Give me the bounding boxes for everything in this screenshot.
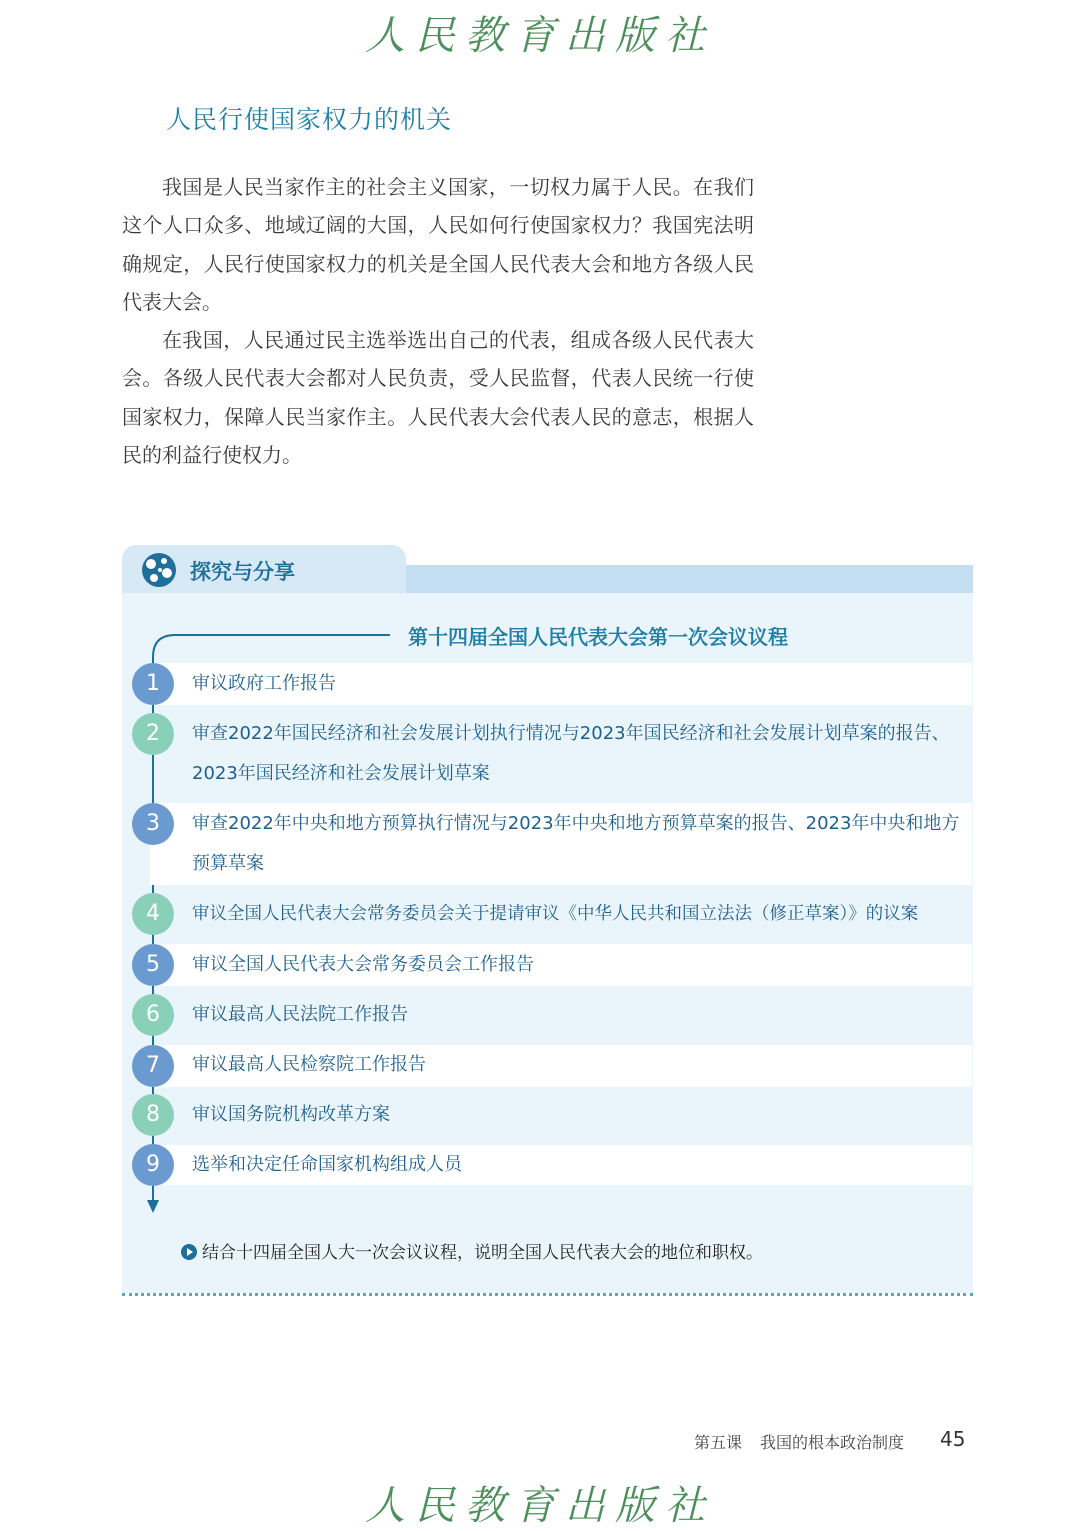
footer-lesson-number: 第五课	[694, 1433, 743, 1452]
agenda-item-1: 审议政府工作报告	[192, 673, 336, 694]
agenda-number-6: 6	[132, 994, 174, 1036]
agenda-item-9: 选举和决定任命国家机构组成人员	[192, 1154, 462, 1175]
agenda-number-8: 8	[132, 1094, 174, 1136]
page-number: 45	[940, 1427, 966, 1451]
panel-dotted-border	[122, 1293, 973, 1296]
agenda-item-3: 审查2022年中央和地方预算执行情况与2023年中央和地方预算草案的报告、2023年中央和地方预算草案	[192, 813, 960, 874]
agenda-number-7: 7	[132, 1045, 174, 1087]
footer-lesson-title: 我国的根本政治制度	[760, 1433, 905, 1452]
agenda-number-3: 3	[132, 803, 174, 845]
paragraph-1: 我国是人民当家作主的社会主义国家，一切权力属于人民。在我们这个人口众多、地域辽阔的大国，人民如何行使国家权力？我国宪法明确规定，人民行使国家权力的机关是全国人民代表大会和地方各级人民代表大会。	[122, 175, 754, 314]
agenda-item-8: 审议国务院机构改革方案	[192, 1104, 390, 1125]
agenda-item-2: 审查2022年国民经济和社会发展计划执行情况与2023年国民经济和社会发展计划草案的报告、2023年国民经济和社会发展计划草案	[192, 723, 950, 784]
agenda-number-4: 4	[132, 893, 174, 935]
agenda-number-2: 2	[132, 713, 174, 755]
footer-lesson	[694, 1430, 922, 1453]
agenda-item-7: 审议最高人民检察院工作报告	[192, 1054, 426, 1075]
paragraph-2: 在我国，人民通过民主选举选出自己的代表，组成各级人民代表大会。各级人民代表大会都对人民负责，受人民监督，代表人民统一行使国家权力，保障人民当家作主。人民代表大会代表人民的意志，根据人民的利益行使权力。	[122, 328, 754, 468]
play-bullet-icon	[180, 1243, 198, 1261]
agenda-number-9: 9	[132, 1144, 174, 1186]
agenda-title: 第十四届全国人民代表大会第一次会议议程	[408, 625, 788, 649]
agenda-item-4: 审议全国人民代表大会常务委员会关于提请审议《中华人民共和国立法法（修正草案）》的议案	[192, 904, 919, 924]
agenda-number-5: 5	[132, 944, 174, 986]
agenda-number-1: 1	[132, 663, 174, 705]
publisher-watermark-top: 人民教育出版社	[365, 13, 715, 59]
question-line	[180, 1238, 763, 1263]
question-text: 结合十四届全国人大一次会议议程，说明全国人民代表大会的地位和职权。	[202, 1243, 763, 1263]
agenda-item-6: 审议最高人民法院工作报告	[192, 1004, 408, 1025]
explore-tab-label: 探究与分享	[190, 560, 295, 584]
agenda-item-5: 审议全国人民代表大会常务委员会工作报告	[192, 954, 534, 975]
section-title: 人民行使国家权力的机关	[166, 105, 453, 134]
publisher-watermark-bottom: 人民教育出版社	[365, 1483, 715, 1529]
